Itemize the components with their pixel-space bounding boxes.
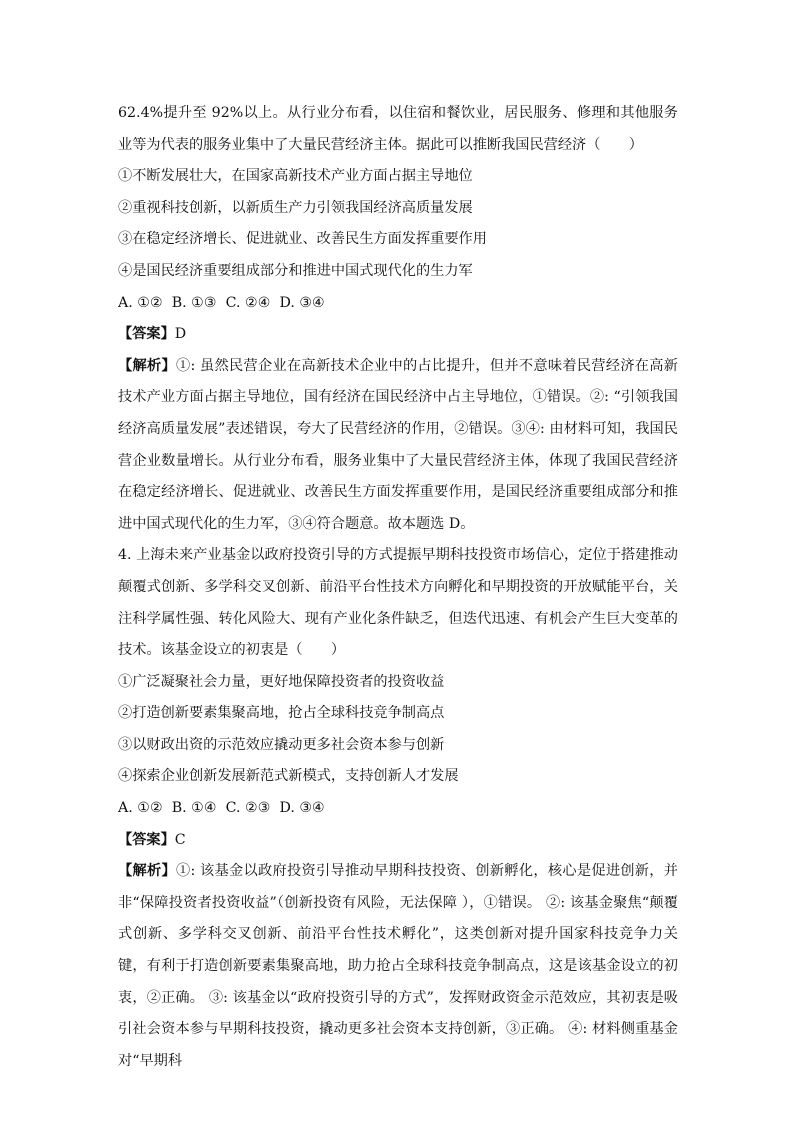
analysis-text: ①: 该基金以政府投资引导推动早期科技投资、创新孵化，核心是促进创新，并非“保障投资者投资收益”（创新投资有风险，无法保障 ），①错误。 ②: 该基金聚焦“颠覆式创新、多学科交叉创新、前沿平台性技术孵化”，这类创新对提升国家科技竞争力关键，有利于打造创新要素集聚高地，助力抢占全球科技竞争制高点，这是该基金设立的初衷，②正确。 ③: 该基金以“政府投资引导的方式”，发挥财政资金示范效应，其初衷是吸引社会资本参与早期科技投资，撬动更多社会资本支持创新，③正确。 ④: 材料侧重基金对“早期科 — [118, 863, 678, 1069]
q3-option-4: ④是国民经济重要组成部分和推进中国式现代化的生力军 — [118, 262, 473, 279]
q4-stem: 4. 上海未来产业基金以政府投资引导的方式提振早期科技投资市场信心，定位于搭建推动颠覆式创新、多学科交叉创新、前沿平台性技术方向孵化和早期投资的开放赋能平台，关注科学属性强、转化风险大、现有产业化条件缺乏，但迭代迅速、有机会产生巨大变革的技术。该基金设立的初衷是（ ） — [118, 547, 678, 659]
analysis-label: 【解析】 — [118, 863, 176, 880]
q3-choices: A. ①② B. ①③ C. ②④ D. ③④ — [118, 294, 325, 311]
analysis-text: ①: 虽然民营企业在高新技术企业中的占比提升，但并不意味着民营经济在高新技术产业方面占据主导地位，国有经济在国民经济中占主导地位，①错误。②: “引领我国经济高质量发展”表述错误，夸大了民营经济的作用，②错误。③④: 由材料可知，我国民营企业数量增长。从行业分布看，服务业集中了大量民营经济主体，体现了我国民营经济在稳定经济增长、促进就业、改善民生方面发挥重要作用，是国民经济重要组成部分和推进中国式现代化的生力军，③④符合题意。故本题选 D。 — [118, 357, 678, 532]
q3-option-2: ②重视科技创新，以新质生产力引领我国经济高质量发展 — [118, 199, 473, 216]
q4-option-2: ②打造创新要素集聚高地，抢占全球科技竞争制高点 — [118, 705, 445, 722]
q4-option-3: ③以财政出资的示范效应撬动更多社会资本参与创新 — [118, 736, 445, 753]
answer-value: D — [174, 326, 187, 343]
answer-label: 【答案】 — [118, 831, 175, 848]
answer-value: C — [174, 831, 186, 848]
q3-analysis — [118, 351, 678, 541]
q4-option-1: ①广泛凝聚社会力量，更好地保障投资者的投资收益 — [118, 673, 445, 690]
answer-label: 【答案】 — [118, 326, 175, 343]
q4-analysis — [118, 856, 678, 1077]
document-content — [118, 98, 678, 1077]
analysis-label: 【解析】 — [118, 357, 176, 374]
q3-option-1: ①不断发展壮大，在国家高新技术产业方面占据主导地位 — [118, 168, 473, 185]
q3-stem-continuation: 62.4%提升至 92%以上。从行业分布看，以住宿和餐饮业，居民服务、修理和其他服务业等为代表的服务业集中了大量民营经济主体。据此可以推断我国民营经济（ ） — [118, 105, 678, 153]
q4-answer — [118, 825, 678, 857]
q4-option-4: ④探索企业创新发展新范式新模式，支持创新人才发展 — [118, 768, 459, 785]
q3-answer — [118, 319, 678, 351]
q4-choices: A. ①② B. ①④ C. ②③ D. ③④ — [118, 800, 325, 817]
q3-option-3: ③在稳定经济增长、促进就业、改善民生方面发挥重要作用 — [118, 231, 487, 248]
